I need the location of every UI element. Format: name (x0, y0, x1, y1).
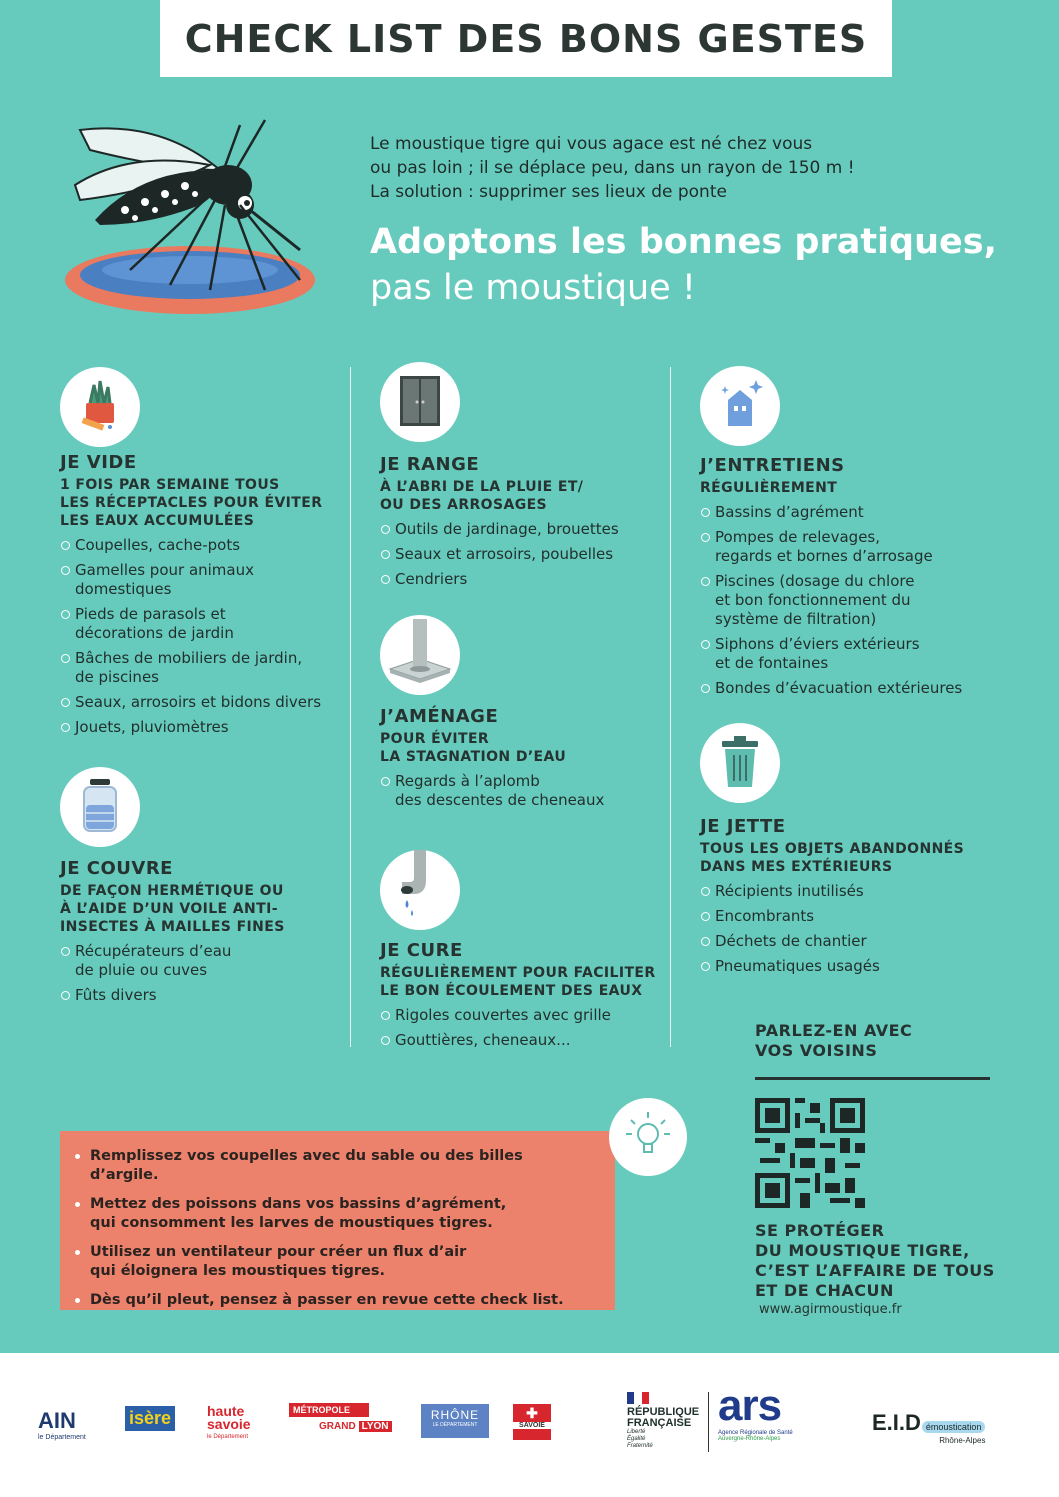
trash-bin-icon (700, 723, 780, 803)
section-subtitle (700, 479, 1000, 497)
section-jette (700, 816, 1000, 982)
item-list (380, 1006, 680, 1050)
logo-ars: ars Agence Régionale de Santé Auvergne-Rhône-Alpes (718, 1381, 793, 1442)
list-item: Déchets de chantier (700, 932, 1000, 951)
section-couvre (60, 858, 360, 1011)
website-link[interactable]: www.agirmoustique.fr (759, 1302, 902, 1317)
protection-message (755, 1221, 995, 1301)
logo-savoie: ✚ SAVOIE (513, 1404, 551, 1440)
text-line: SE PROTÉGER (755, 1221, 885, 1240)
list-item: Regards à l’aplomb des descentes de cheneaux (380, 772, 680, 810)
section-entretiens (700, 455, 1000, 704)
list-item: Pompes de relevages, regards et bornes d’arrosage (700, 528, 1000, 566)
clean-house-icon (700, 366, 780, 446)
list-item: Fûts divers (60, 986, 360, 1005)
section-title: J’AMÉNAGE (380, 706, 499, 727)
tip-item: Remplissez vos coupelles avec du sable ou des billes d’argile. (90, 1147, 595, 1185)
gutter-drip-icon (380, 850, 460, 930)
logo-separator (708, 1392, 709, 1452)
section-subtitle (380, 478, 680, 514)
logo-eid: E.I.D émoustication Rhône-Alpes (872, 1410, 986, 1445)
mosquito-illustration (50, 110, 350, 340)
item-list (380, 772, 680, 810)
subtitle-line: DE FAÇON HERMÉTIQUE OU (60, 883, 284, 899)
logo-rhone: RHÔNE LE DÉPARTEMENT (421, 1404, 489, 1438)
item-list (700, 503, 1000, 698)
item-list (700, 882, 1000, 976)
subtitle-line: OU DES ARROSAGES (380, 497, 548, 513)
text-line: ET DE CHACUN (755, 1281, 894, 1300)
intro-line: La solution : supprimer ses lieux de ponte (370, 182, 727, 202)
subtitle-line: LES RÉCEPTACLES POUR ÉVITER (60, 495, 323, 511)
section-title: JE JETTE (700, 816, 786, 837)
section-amenage (380, 706, 680, 816)
section-subtitle (60, 882, 360, 936)
subtitle-line: LES EAUX ACCUMULÉES (60, 513, 255, 529)
section-title: JE CURE (380, 940, 463, 961)
text-line: DU MOUSTIQUE TIGRE, (755, 1241, 970, 1260)
talk-to-neighbors (755, 1021, 912, 1061)
logo-republique-francaise: RÉPUBLIQUE FRANÇAISE Liberté Égalité Fraternité (627, 1392, 699, 1450)
page-title: CHECK LIST DES BONS GESTES (184, 16, 868, 61)
section-title: JE VIDE (60, 452, 137, 473)
item-list (60, 536, 360, 737)
list-item: Outils de jardinage, brouettes (380, 520, 680, 539)
list-item: Siphons d’éviers extérieurs et de fontaines (700, 635, 1000, 673)
list-item: Coupelles, cache-pots (60, 536, 360, 555)
post-base-icon (380, 615, 460, 695)
tip-item: Mettez des poissons dans vos bassins d’agrément, qui consomment les larves de moustiques tigres. (90, 1195, 595, 1233)
list-item: Bassins d’agrément (700, 503, 1000, 522)
list-item: Bondes d’évacuation extérieures (700, 679, 1000, 698)
subtitle-line: DANS MES EXTÉRIEURS (700, 859, 893, 875)
logo-metropole-lyon: MÉTROPOLE GRAND LYON (289, 1403, 392, 1432)
divider (755, 1077, 990, 1080)
list-item: Pneumatiques usagés (700, 957, 1000, 976)
list-item: Gouttières, cheneaux... (380, 1031, 680, 1050)
list-item: Jouets, pluviomètres (60, 718, 360, 737)
section-title: JE RANGE (380, 454, 480, 475)
title-box (160, 0, 892, 77)
subtitle-line: LE BON ÉCOULEMENT DES EAUX (380, 983, 643, 999)
section-title: JE COUVRE (60, 858, 173, 879)
list-item: Bâches de mobiliers de jardin, de piscines (60, 649, 360, 687)
text-line: C’EST L’AFFAIRE DE TOUS (755, 1261, 995, 1280)
item-list (60, 942, 360, 1005)
intro-line: Le moustique tigre qui vous agace est né chez vous (370, 134, 813, 154)
section-subtitle (60, 476, 360, 530)
cabinet-icon (380, 362, 460, 442)
list-item: Encombrants (700, 907, 1000, 926)
section-subtitle (380, 730, 680, 766)
section-title: J’ENTRETIENS (700, 455, 845, 476)
section-subtitle (700, 840, 1000, 876)
subtitle-line: INSECTES À MAILLES FINES (60, 919, 285, 935)
qr-code[interactable] (755, 1098, 865, 1208)
subtitle-line: À L’ABRI DE LA PLUIE ET/ (380, 479, 584, 495)
section-range (380, 454, 680, 595)
text-line: PARLEZ-EN AVEC (755, 1021, 913, 1040)
list-item: Cendriers (380, 570, 680, 589)
subtitle-line: TOUS LES OBJETS ABANDONNÉS (700, 841, 965, 857)
tips-box (60, 1131, 615, 1310)
subtitle-line: 1 FOIS PAR SEMAINE TOUS (60, 477, 280, 493)
list-item: Rigoles couvertes avec grille (380, 1006, 680, 1025)
section-vide (60, 452, 360, 743)
list-item: Pieds de parasols et décorations de jardin (60, 605, 360, 643)
intro-text (370, 132, 1030, 204)
item-list (380, 520, 680, 589)
intro-line: ou pas loin ; il se déplace peu, dans un rayon de 150 m ! (370, 158, 855, 178)
list-item: Gamelles pour animaux domestiques (60, 561, 360, 599)
list-item: Seaux, arrosoirs et bidons divers (60, 693, 360, 712)
section-cure (380, 940, 680, 1056)
water-jar-icon (60, 767, 140, 847)
tips-list (60, 1131, 615, 1310)
plant-pot-icon (60, 367, 140, 447)
lightbulb-icon (609, 1098, 687, 1176)
list-item: Piscines (dosage du chlore et bon fonctionnement du système de filtration) (700, 572, 1000, 629)
subtitle-line: RÉGULIÈREMENT POUR FACILITER (380, 965, 656, 981)
subtitle-line: POUR ÉVITER (380, 731, 490, 747)
tip-item: Dès qu’il pleut, pensez à passer en revue cette check list. (90, 1291, 595, 1310)
logo-isere: isère (125, 1406, 175, 1431)
section-subtitle (380, 964, 680, 1000)
logo-haute-savoie: haute savoie le Département (207, 1403, 251, 1440)
slogan-bold: Adoptons les bonnes pratiques, (370, 222, 997, 262)
subtitle-line: RÉGULIÈREMENT (700, 480, 838, 496)
logo-ain: AIN le Département (38, 1408, 86, 1441)
list-item: Récupérateurs d’eau de pluie ou cuves (60, 942, 360, 980)
text-line: VOS VOISINS (755, 1041, 878, 1060)
subtitle-line: LA STAGNATION D’EAU (380, 749, 567, 765)
list-item: Récipients inutilisés (700, 882, 1000, 901)
subtitle-line: À L’AIDE D’UN VOILE ANTI- (60, 901, 278, 917)
tip-item: Utilisez un ventilateur pour créer un flux d’air qui éloignera les moustiques tigres. (90, 1243, 595, 1281)
slogan-light: pas le moustique ! (370, 268, 696, 308)
list-item: Seaux et arrosoirs, poubelles (380, 545, 680, 564)
